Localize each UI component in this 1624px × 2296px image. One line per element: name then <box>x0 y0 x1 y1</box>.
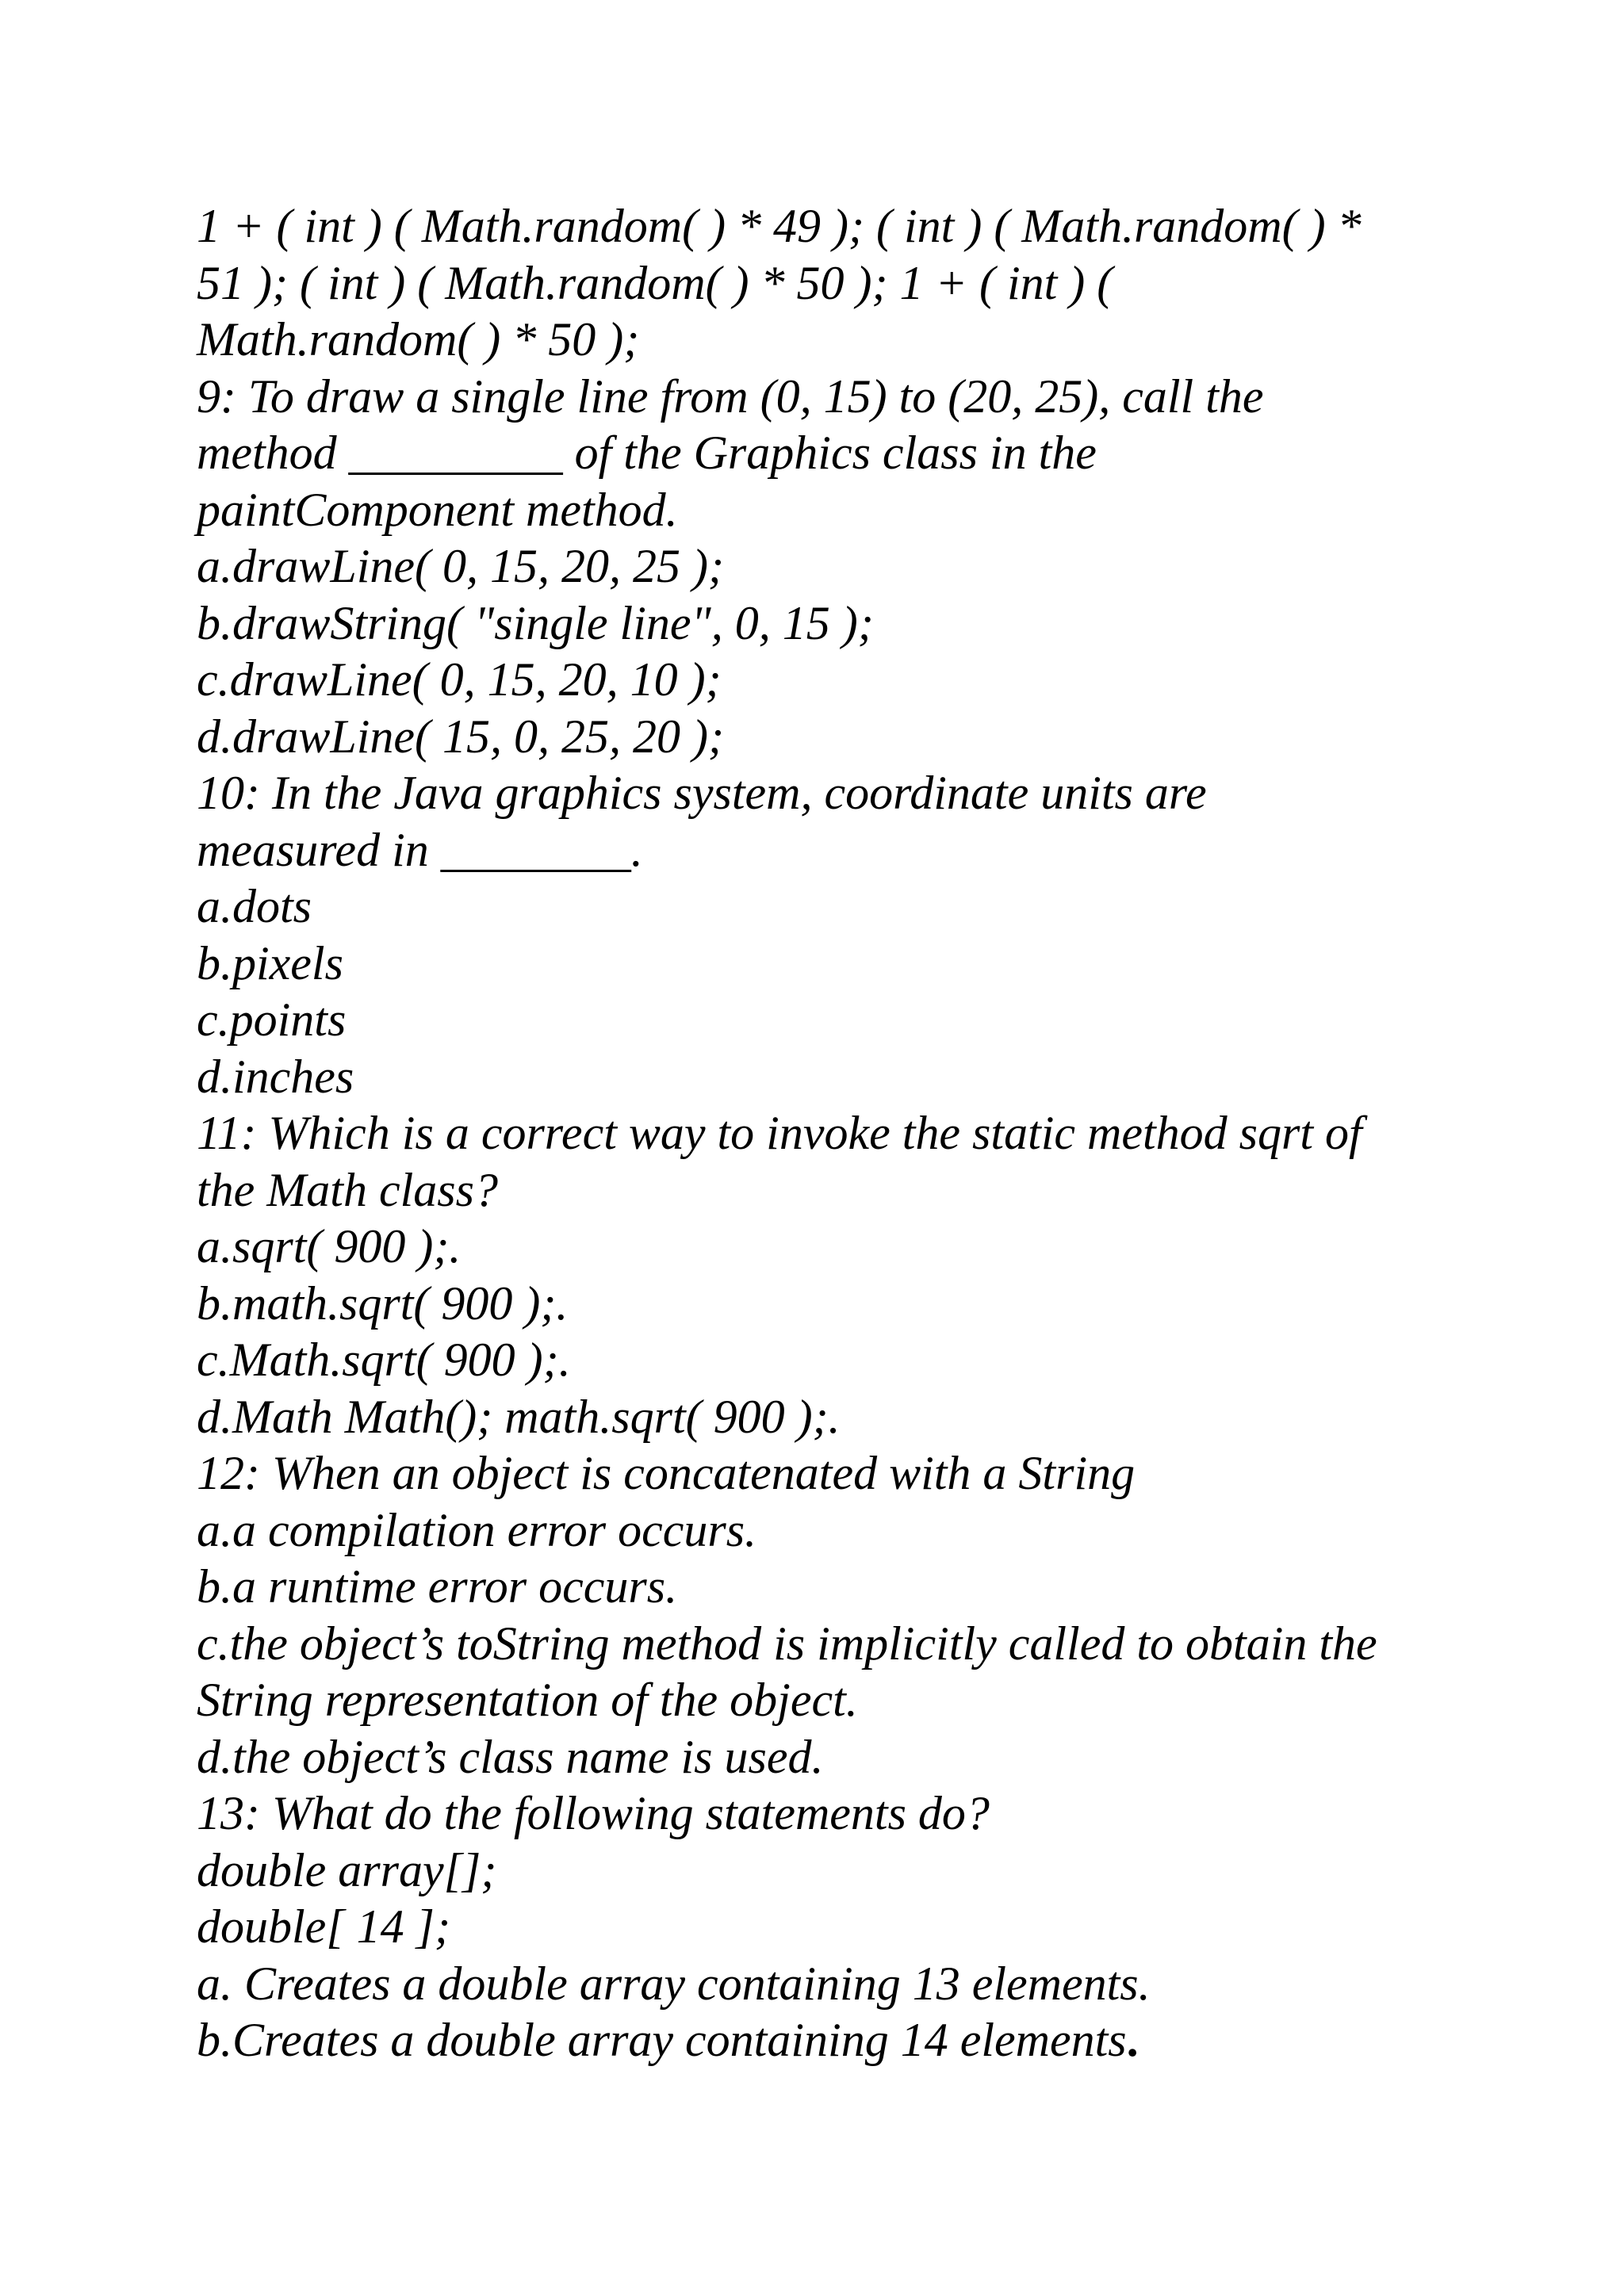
option-a: a.sqrt( 900 );. <box>197 1220 462 1272</box>
question-11-prompt: 11: Which is a correct way to invoke the static method sqrt of <box>197 1107 1362 1159</box>
option-c: c.drawLine( 0, 15, 20, 10 ); <box>197 653 722 706</box>
text-line: Math.random( ) * 50 ); <box>197 313 640 365</box>
option-c: c.the object’s toString method is implicitly called to obtain the <box>197 1617 1377 1670</box>
question-text <box>197 198 1450 2069</box>
bold-period: . <box>1126 2014 1139 2066</box>
option-c: c.points <box>197 993 347 1046</box>
option-c: c.Math.sqrt( 900 );. <box>197 1334 571 1386</box>
option-b-text: b.Creates a double array containing 14 elements <box>197 2014 1127 2066</box>
question-9-prompt: 9: To draw a single line from (0, 15) to (20, 25), call the <box>197 369 1264 423</box>
option-a: a.drawLine( 0, 15, 20, 25 ); <box>197 540 724 592</box>
option-a: a.dots <box>197 880 312 932</box>
text-line: 51 ); ( int ) ( Math.random( ) * 50 ); 1 + ( int ) ( <box>197 256 1113 309</box>
option-b: b.math.sqrt( 900 );. <box>197 1276 569 1330</box>
option-d: d.Math Math(); math.sqrt( 900 );. <box>197 1390 841 1443</box>
option-a: a.a compilation error occurs. <box>197 1503 757 1556</box>
question-10-prompt: 10: In the Java graphics system, coordinate units are <box>197 767 1207 819</box>
text-line: paintComponent method. <box>197 483 678 536</box>
text-line: 1 + ( int ) ( Math.random( ) * 49 ); ( int ) ( Math.random( ) * <box>197 200 1362 252</box>
question-12-prompt: 12: When an object is concatenated with a String <box>197 1447 1136 1499</box>
text-line: measured in ________. <box>197 823 643 876</box>
text-line: the Math class? <box>197 1163 498 1216</box>
option-b: b.pixels <box>197 936 343 989</box>
code-line: double[ 14 ]; <box>197 1900 450 1953</box>
option-d: d.drawLine( 15, 0, 25, 20 ); <box>197 710 724 763</box>
option-d: d.the object’s class name is used. <box>197 1730 824 1783</box>
code-line: double array[]; <box>197 1843 497 1896</box>
option-b <box>197 2012 1450 2069</box>
question-13-prompt: 13: What do the following statements do? <box>197 1787 990 1839</box>
text-line: String representation of the object. <box>197 1674 858 1726</box>
text-line: method _________ of the Graphics class in the <box>197 427 1097 479</box>
option-b: b.a runtime error occurs. <box>197 1560 678 1613</box>
option-a: a. Creates a double array containing 13 elements. <box>197 1957 1151 2010</box>
option-b: b.drawString( "single line", 0, 15 ); <box>197 596 874 649</box>
option-d: d.inches <box>197 1050 354 1103</box>
